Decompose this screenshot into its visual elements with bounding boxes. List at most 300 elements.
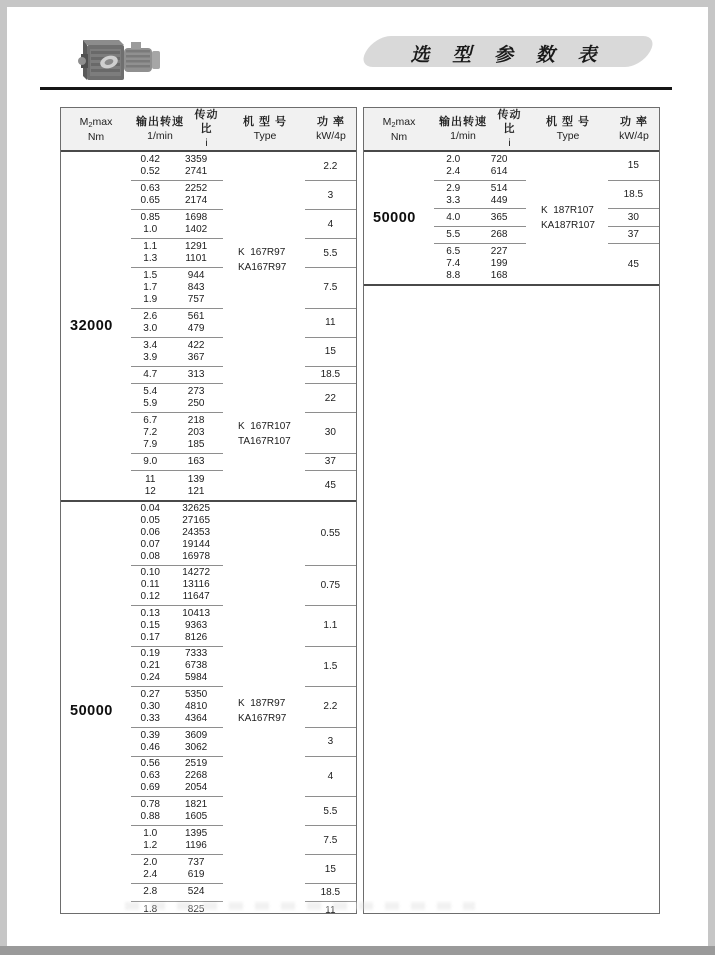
speed-ratio-cell <box>131 566 223 607</box>
power-value: 1.5 <box>323 660 338 672</box>
table-row <box>61 728 356 757</box>
output-speed-cell <box>131 606 170 646</box>
output-speed-cell <box>434 209 473 225</box>
speed-ratio-cell <box>131 413 223 454</box>
gear-type-line: K 167R107 <box>238 420 291 432</box>
col-header-speed: 输出转速 1/min <box>136 116 184 142</box>
table-body <box>61 152 356 916</box>
ratio-cell <box>170 454 223 471</box>
output-speed-value: 0.52 <box>140 166 160 177</box>
ratio-value: 4810 <box>184 700 208 712</box>
power-value: 4 <box>327 218 334 230</box>
ratio-value: 561 <box>187 310 205 322</box>
output-speed-cell <box>131 454 170 471</box>
power-cell <box>305 728 356 757</box>
ratio-value: 313 <box>187 368 205 380</box>
ratio-value: 757 <box>187 293 205 305</box>
ratio-value: 9363 <box>184 619 208 631</box>
ratio-cell <box>170 413 223 453</box>
ratio-value: 203 <box>187 426 205 438</box>
gear-type-line: K 187R97 <box>238 698 286 709</box>
table-row <box>364 244 659 284</box>
output-speed-cell <box>131 647 170 687</box>
output-speed-value: 1.8 <box>143 904 158 916</box>
power-value: 7.5 <box>323 834 338 846</box>
ratio-value: 524 <box>187 886 205 898</box>
output-speed-value: 3.9 <box>143 351 158 363</box>
output-speed-value: 0.10 <box>140 567 160 579</box>
output-speed-value: 0.17 <box>140 631 160 643</box>
power-cell <box>305 606 356 647</box>
ratio-value: 422 <box>187 339 205 351</box>
output-speed-value: 0.27 <box>140 688 160 700</box>
output-speed-value: 3.0 <box>143 322 158 334</box>
header-rule <box>40 87 672 90</box>
page-bottom-edge <box>0 946 715 955</box>
output-speed-value: 2.9 <box>446 182 461 194</box>
table-row <box>364 227 659 244</box>
power-value: 15 <box>627 160 639 172</box>
output-speed-value: 1.0 <box>143 828 158 839</box>
power-value: 0.75 <box>320 579 341 591</box>
speed-ratio-cell <box>131 826 223 855</box>
power-value: 1.1 <box>323 620 338 632</box>
ratio-value: 619 <box>187 869 205 880</box>
power-value: 37 <box>627 229 639 241</box>
output-speed-value: 9.0 <box>143 455 158 467</box>
output-speed-value: 0.78 <box>140 799 160 810</box>
speed-ratio-cell <box>131 757 223 798</box>
output-speed-cell <box>131 239 170 267</box>
table-row <box>61 826 356 855</box>
power-cell <box>608 227 659 244</box>
output-speed-value: 0.42 <box>140 154 160 165</box>
output-speed-cell <box>131 566 170 606</box>
ratio-value: 944 <box>187 269 205 281</box>
power-value: 5.5 <box>323 805 338 817</box>
power-value: 2.2 <box>323 160 338 172</box>
output-speed-value: 0.08 <box>140 551 160 563</box>
speed-ratio-cell <box>131 152 223 181</box>
output-speed-value: 6.5 <box>446 246 461 257</box>
ratio-cell <box>170 338 223 366</box>
col-header-ratio: 传动比 i <box>194 109 219 149</box>
ratio-cell <box>170 367 223 384</box>
output-speed-cell <box>131 309 170 337</box>
table-row <box>61 471 356 500</box>
power-cell <box>305 855 356 884</box>
output-speed-value: 4.0 <box>446 211 461 223</box>
output-speed-cell <box>131 687 170 727</box>
table-row <box>61 797 356 826</box>
ratio-value: 479 <box>187 322 205 334</box>
ratio-value: 2054 <box>184 782 208 794</box>
ratio-value: 10413 <box>182 607 211 619</box>
output-speed-value: 0.39 <box>140 729 160 741</box>
output-speed-value: 0.30 <box>140 700 160 712</box>
output-speed-value: 0.56 <box>140 758 160 770</box>
output-speed-value: 0.85 <box>140 212 160 223</box>
power-cell <box>305 210 356 239</box>
output-speed-cell <box>131 338 170 366</box>
output-speed-value: 0.13 <box>140 607 160 619</box>
output-speed-value: 0.63 <box>140 183 160 194</box>
output-speed-value: 4.7 <box>143 368 158 380</box>
gear-type-line: KA167R97 <box>238 713 287 724</box>
power-value: 11 <box>325 317 336 328</box>
output-speed-value: 2.4 <box>446 165 461 177</box>
output-speed-value: 2.6 <box>143 310 158 322</box>
ratio-cell <box>170 855 223 883</box>
output-speed-value: 0.19 <box>140 648 160 660</box>
ratio-value: 273 <box>187 386 205 397</box>
m2max-value: 50000 <box>373 210 416 226</box>
ratio-value: 6738 <box>184 660 208 672</box>
power-value: 18.5 <box>320 886 341 898</box>
ratio-value: 24353 <box>182 527 211 539</box>
col-header-type: 机 型 号 Type <box>545 116 591 142</box>
ratio-value: 1821 <box>184 799 208 810</box>
speed-ratio-cell <box>434 227 526 244</box>
output-speed-value: 3.4 <box>143 339 158 351</box>
ratio-value: 227 <box>490 246 508 257</box>
output-speed-value: 0.04 <box>140 503 160 515</box>
ratio-value: 825 <box>187 904 205 916</box>
ratio-cell <box>473 227 526 243</box>
col-header-m2max <box>61 108 131 150</box>
output-speed-value: 2.8 <box>143 886 158 898</box>
speed-ratio-cell <box>131 606 223 647</box>
power-value: 3 <box>327 736 334 747</box>
output-speed-value: 0.15 <box>140 619 160 631</box>
gear-type-line: TA167R107 <box>238 435 291 447</box>
power-value: 18.5 <box>320 369 341 381</box>
ratio-cell <box>170 566 223 606</box>
speed-ratio-cell <box>131 502 223 566</box>
col-header-power: 功 率 kW/4p <box>316 116 346 142</box>
ratio-value: 16978 <box>182 551 211 563</box>
speed-ratio-cell <box>131 210 223 239</box>
gear-type-label <box>541 203 595 233</box>
power-value: 15 <box>324 863 336 875</box>
torque-section <box>364 152 659 284</box>
output-speed-value: 0.88 <box>140 811 160 822</box>
output-speed-value: 1.2 <box>143 840 158 851</box>
ratio-value: 3062 <box>184 741 208 753</box>
power-value: 11 <box>325 904 336 916</box>
ratio-value: 2252 <box>184 183 208 194</box>
ratio-value: 27165 <box>182 515 211 527</box>
ratio-value: 1395 <box>184 828 208 839</box>
power-cell <box>305 268 356 309</box>
power-cell <box>305 454 356 472</box>
output-speed-value: 7.9 <box>143 438 158 450</box>
ratio-value: 268 <box>490 228 508 240</box>
output-speed-cell <box>131 268 170 308</box>
speed-ratio-cell <box>131 268 223 309</box>
ratio-cell <box>170 797 223 825</box>
power-cell <box>305 647 356 688</box>
ratio-value: 199 <box>490 258 508 269</box>
ratio-cell <box>170 309 223 337</box>
ratio-value: 1605 <box>184 811 208 822</box>
power-cell <box>305 152 356 181</box>
gear-type-label <box>238 245 286 275</box>
ratio-value: 13116 <box>182 579 210 591</box>
m2max-value: 32000 <box>70 318 113 334</box>
output-speed-value: 0.05 <box>140 515 160 527</box>
output-speed-cell <box>131 210 170 238</box>
power-value: 37 <box>324 456 336 468</box>
power-cell <box>608 181 659 210</box>
ratio-value: 19144 <box>182 539 211 551</box>
power-value: 2.2 <box>323 701 338 713</box>
ratio-value: 2268 <box>184 770 208 782</box>
col-header-m2max-symbol: M2max <box>79 115 113 129</box>
ratio-cell <box>170 826 223 854</box>
speed-ratio-cell <box>131 728 223 757</box>
output-speed-cell <box>131 855 170 883</box>
gearmotor-illustration <box>73 36 167 88</box>
ratio-value: 185 <box>187 438 205 450</box>
output-speed-value: 7.2 <box>143 426 158 438</box>
output-speed-cell <box>131 384 170 412</box>
ratio-cell <box>170 884 223 901</box>
ratio-value: 32625 <box>182 503 211 515</box>
ratio-cell <box>473 181 526 209</box>
speed-ratio-cell <box>131 855 223 884</box>
output-speed-cell <box>131 728 170 756</box>
m2max-value: 50000 <box>70 702 113 719</box>
output-speed-value: 1.7 <box>143 281 158 293</box>
table-row <box>61 566 356 607</box>
gear-type-line: KA187R107 <box>541 220 595 231</box>
ratio-cell <box>170 181 223 209</box>
ratio-value: 2174 <box>184 195 208 206</box>
gear-type-label <box>238 696 286 726</box>
speed-ratio-cell <box>131 687 223 728</box>
ratio-value: 8126 <box>184 631 208 643</box>
power-cell <box>305 384 356 413</box>
power-cell <box>305 309 356 338</box>
output-speed-value: 1.1 <box>143 241 158 252</box>
ratio-value: 5984 <box>184 672 208 684</box>
power-value: 22 <box>324 392 336 404</box>
output-speed-value: 5.5 <box>446 228 461 240</box>
table-row <box>61 502 356 566</box>
output-speed-value: 0.69 <box>140 782 160 794</box>
speed-ratio-cell <box>434 244 526 284</box>
speed-ratio-cell <box>131 181 223 210</box>
ratio-value: 449 <box>490 194 508 206</box>
output-speed-value: 3.3 <box>446 194 461 206</box>
power-cell <box>305 471 356 500</box>
output-speed-value: 12 <box>144 485 156 497</box>
output-speed-value: 6.7 <box>143 414 158 426</box>
power-cell <box>305 338 356 367</box>
power-value: 18.5 <box>623 189 644 200</box>
output-speed-value: 0.07 <box>140 539 160 551</box>
gear-type-line: KA167R97 <box>238 261 287 273</box>
ratio-value: 250 <box>187 398 205 409</box>
power-cell <box>305 367 356 385</box>
ratio-value: 168 <box>490 270 508 281</box>
speed-ratio-cell <box>131 338 223 367</box>
torque-section <box>61 152 356 500</box>
title-banner <box>356 36 660 67</box>
output-speed-value: 0.65 <box>140 195 160 206</box>
speed-ratio-cell <box>131 384 223 413</box>
output-speed-cell <box>131 797 170 825</box>
ratio-cell <box>170 647 223 687</box>
speed-ratio-cell <box>434 209 526 226</box>
output-speed-cell <box>434 181 473 209</box>
output-speed-value: 0.12 <box>140 591 160 603</box>
output-speed-value: 5.9 <box>143 398 158 409</box>
catalog-page <box>7 7 708 946</box>
ratio-cell <box>170 384 223 412</box>
power-cell <box>305 884 356 902</box>
power-value: 4 <box>327 770 334 782</box>
ratio-cell <box>170 687 223 727</box>
ratio-value: 5350 <box>184 688 208 700</box>
ratio-value: 365 <box>490 211 508 223</box>
power-cell <box>305 502 356 566</box>
table-row <box>61 181 356 210</box>
power-cell <box>305 181 356 210</box>
table-row <box>61 413 356 454</box>
selection-table-left <box>60 107 357 914</box>
speed-ratio-cell <box>131 309 223 338</box>
speed-ratio-cell <box>131 797 223 826</box>
ratio-value: 4364 <box>184 712 208 724</box>
power-cell <box>608 152 659 181</box>
power-value: 45 <box>324 480 336 491</box>
ratio-value: 1101 <box>185 253 207 264</box>
power-cell <box>305 239 356 268</box>
power-cell <box>305 566 356 607</box>
gear-type-line: K 167R97 <box>238 246 286 258</box>
table-row <box>61 757 356 798</box>
power-cell <box>305 413 356 454</box>
table-row <box>61 268 356 309</box>
ratio-value: 720 <box>490 153 508 165</box>
ratio-value: 163 <box>187 455 205 467</box>
power-value: 30 <box>324 427 336 439</box>
gear-type-line: K 187R107 <box>541 205 594 216</box>
col-header-speed: 输出转速 1/min <box>439 116 487 142</box>
output-speed-cell <box>434 152 473 180</box>
power-value: 0.55 <box>320 527 341 539</box>
output-speed-value: 1.9 <box>143 293 158 305</box>
ratio-value: 3359 <box>184 154 208 165</box>
output-speed-value: 1.5 <box>143 269 158 281</box>
output-speed-value: 8.8 <box>446 270 461 281</box>
output-speed-value: 0.21 <box>140 660 160 672</box>
col-header-m2max-symbol: M2max <box>382 115 416 129</box>
ratio-cell <box>473 209 526 225</box>
selection-table-right <box>363 107 660 914</box>
table-row <box>61 384 356 413</box>
print-bleed-smudge <box>125 902 475 910</box>
ratio-cell <box>170 239 223 267</box>
output-speed-cell <box>131 502 170 565</box>
ratio-cell <box>170 728 223 756</box>
table-body <box>364 152 659 913</box>
output-speed-cell <box>434 244 473 284</box>
ratio-value: 843 <box>187 281 205 293</box>
output-speed-value: 0.46 <box>140 741 160 753</box>
table-row <box>61 647 356 688</box>
power-cell <box>305 797 356 826</box>
torque-section <box>61 500 356 919</box>
output-speed-value: 2.4 <box>143 869 158 880</box>
output-speed-cell <box>131 884 170 901</box>
output-speed-value: 1.3 <box>143 253 158 264</box>
ratio-value: 514 <box>490 182 508 194</box>
gearmotor-photo <box>73 36 167 88</box>
speed-ratio-cell <box>434 181 526 210</box>
speed-ratio-cell <box>131 884 223 902</box>
ratio-cell <box>170 152 223 180</box>
power-cell <box>608 209 659 226</box>
table-row <box>61 239 356 268</box>
speed-ratio-cell <box>131 239 223 268</box>
output-speed-value: 2.0 <box>446 153 461 165</box>
col-header-power: 功 率 kW/4p <box>619 116 649 142</box>
output-speed-value: 0.63 <box>140 770 160 782</box>
col-header-m2max-unit: Nm <box>390 130 408 143</box>
ratio-value: 3609 <box>184 729 208 741</box>
ratio-cell <box>170 757 223 797</box>
output-speed-value: 5.4 <box>143 386 158 397</box>
ratio-cell <box>473 244 526 284</box>
ratio-value: 614 <box>490 165 508 177</box>
power-cell <box>305 757 356 798</box>
table-row <box>364 152 659 181</box>
speed-ratio-cell <box>131 471 223 500</box>
output-speed-cell <box>434 227 473 243</box>
speed-ratio-cell <box>434 152 526 181</box>
power-cell <box>305 687 356 728</box>
col-header-type: 机 型 号 Type <box>242 116 288 142</box>
table-row <box>61 152 356 181</box>
output-speed-value: 2.0 <box>143 857 158 868</box>
output-speed-value: 0.06 <box>140 527 160 539</box>
output-speed-cell <box>131 757 170 797</box>
page-title: 选 型 参 数 表 <box>410 45 606 66</box>
table-header <box>61 108 356 152</box>
ratio-cell <box>170 471 223 500</box>
power-value: 15 <box>324 346 336 357</box>
ratio-value: 11647 <box>182 591 210 603</box>
ratio-value: 2519 <box>184 758 208 770</box>
ratio-value: 1698 <box>184 212 208 223</box>
empty-table-area <box>364 284 659 913</box>
power-value: 30 <box>627 212 639 223</box>
ratio-value: 7333 <box>184 648 208 660</box>
output-speed-cell <box>131 826 170 854</box>
col-header-m2max-unit: Nm <box>87 130 105 143</box>
power-value: 5.5 <box>323 247 338 259</box>
col-header-ratio: 传动比 i <box>497 109 522 149</box>
output-speed-value: 7.4 <box>446 258 461 269</box>
ratio-value: 2741 <box>184 166 208 177</box>
power-value: 7.5 <box>323 282 338 294</box>
table-row <box>61 367 356 385</box>
output-speed-cell <box>131 367 170 384</box>
speed-ratio-cell <box>131 367 223 385</box>
